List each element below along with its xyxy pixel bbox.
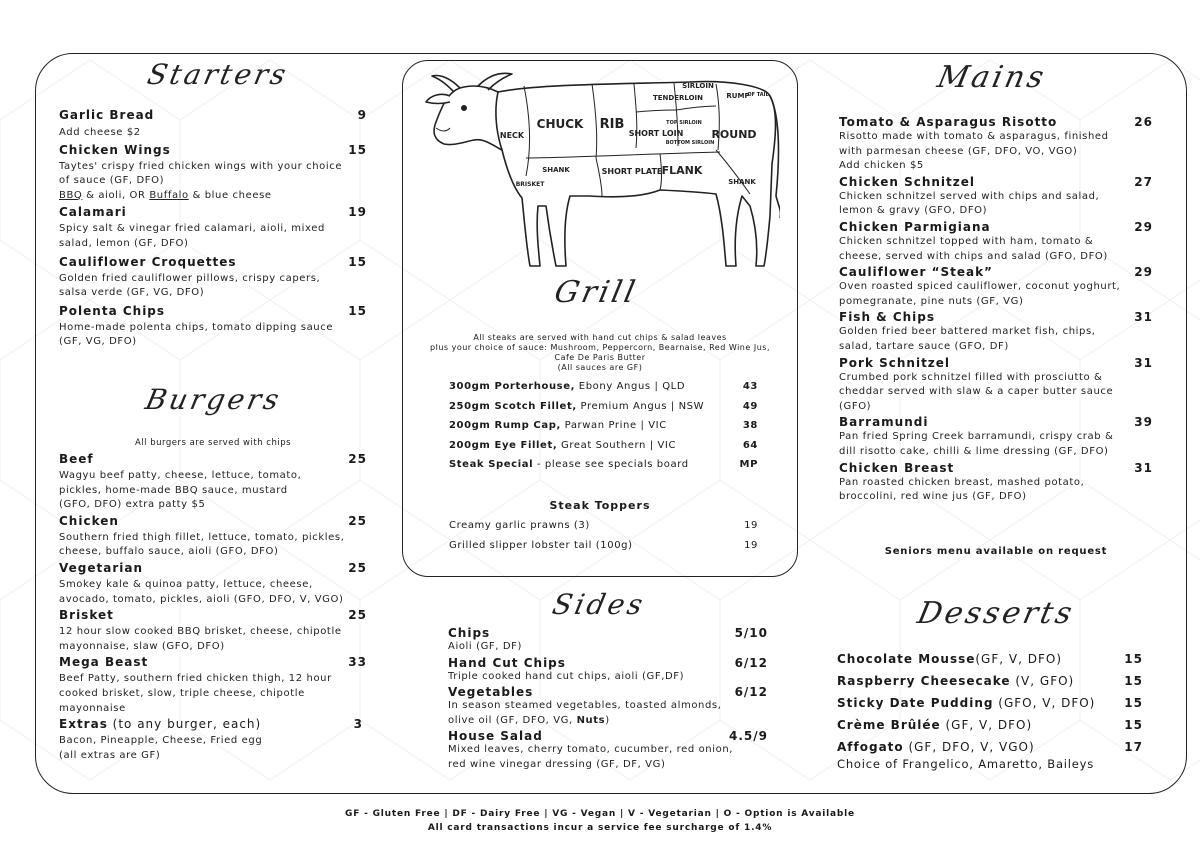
menu-item [839, 415, 1153, 459]
item-desc: Aioli (GF, DF) [448, 641, 522, 652]
item-price: 9 [357, 108, 367, 122]
item-desc: Smokey kale & quinoa patty, lettuce, cheese, avocado, tomato, pickles, aioli (GFO, DFO, V, VGO) [59, 578, 344, 605]
cut-label: SHANK [542, 166, 570, 174]
item-name: House Salad [448, 729, 543, 744]
item-desc: Pan roasted chicken breast, mashed potato, broccolini, red wine jus (GF, DFO) [839, 476, 1085, 503]
item-name: Chicken Schnitzel [839, 174, 976, 189]
menu-item [59, 205, 367, 251]
surcharge-note: All card transactions incur a service fee surcharge of 1.4% [427, 823, 773, 833]
item-price: 31 [1134, 460, 1153, 475]
menu-item [839, 175, 1153, 219]
item-name: Tomato & Asparagus Risotto [839, 115, 1058, 129]
item-price: 25 [348, 452, 367, 466]
item-name: Chicken Wings [59, 142, 171, 157]
item-desc: Beef Patty, southern fried chicken thigh, 12 hour cooked brisket, slow, triple cheese, chipotle mayonnaise [59, 673, 332, 714]
dessert-item: Raspberry Cheesecake (V, GFO) 15 [837, 674, 1143, 688]
item-name: Cauliflower “Steak” [839, 265, 993, 280]
item-price: 3 [353, 717, 363, 732]
item-name: Fish & Chips [839, 310, 936, 325]
cut-label: TOP SIRLOIN [666, 120, 702, 126]
burgers-section [59, 452, 367, 763]
menu-item [59, 561, 367, 607]
item-name: Vegetarian [59, 560, 144, 575]
burgers-heading: Burgers [142, 383, 285, 416]
burgers-note: All burgers are served with chips [134, 438, 292, 448]
cut-label: ROUND [711, 128, 757, 141]
grill-list [449, 381, 758, 479]
item-name: Chicken Parmigiana [839, 219, 991, 234]
menu-item [448, 656, 768, 685]
starters-section [59, 108, 367, 350]
item-price: 25 [348, 608, 367, 623]
menu-item [59, 108, 367, 141]
dessert-item: Affogato (GF, DFO, V, VGO) 17 [837, 740, 1143, 754]
grill-item: Steak Special - please see specials board MP [449, 459, 758, 470]
seniors-note: Seniors menu available on request [884, 546, 1108, 557]
item-desc: Wagyu beef patty, cheese, lettuce, tomato, pickles, home-made BBQ sauce, mustard (GFO, DFO) extra patty $5 [59, 470, 302, 511]
menu-item [839, 220, 1153, 264]
desserts-heading: Desserts [914, 596, 1078, 631]
dessert-item: Crème Brûlée (GF, V, DFO) 15 [837, 718, 1143, 732]
item-desc: Southern fried thigh fillet, lettuce, tomato, pickles, cheese, buffalo sauce, aioli (GFO, DFO) [59, 531, 345, 558]
cut-label: SIRLOIN [682, 82, 714, 90]
cut-label: RUMP [726, 92, 750, 100]
item-price: 33 [348, 655, 367, 670]
item-desc: In season steamed vegetables, toasted almonds, olive oil (GF, DFO, VG, Nuts) [448, 700, 722, 726]
menu-item-extras [59, 717, 367, 763]
menu-item [59, 143, 367, 204]
item-price: 6/12 [734, 655, 768, 670]
item-name: Garlic Bread [59, 108, 155, 122]
cut-label: BRISKET [515, 181, 545, 188]
item-price: 4.5/9 [729, 729, 768, 744]
item-desc: Triple cooked hand cut chips, aioli (GF,DF) [448, 670, 685, 682]
cut-label: TENDERLOIN [652, 94, 704, 102]
dietary-legend: GF - Gluten Free | DF - Dairy Free | VG - Vegan | V - Vegetarian | O - Option is Available [345, 809, 855, 819]
cut-label: SHORT PLATE [601, 167, 663, 176]
grill-item: 200gm Rump Cap, Parwan Prine | VIC 38 [449, 420, 758, 431]
item-price: 6/12 [734, 685, 768, 700]
cow-cuts-illustration [420, 66, 780, 281]
grill-heading: Grill [551, 275, 641, 310]
item-price: 25 [348, 513, 367, 528]
menu-item [448, 685, 768, 728]
item-price: 31 [1134, 310, 1153, 325]
sides-section [448, 626, 768, 773]
item-price: 31 [1134, 355, 1153, 370]
item-desc: Pan fried Spring Creek barramundi, crispy crab & dill risotto cake, chilli & lime dressing (GF, DFO) [839, 431, 1114, 457]
topper-item: Creamy garlic prawns (3) 19 [449, 520, 758, 531]
dessert-item: Sticky Date Pudding (GFO, V, DFO) 15 [837, 696, 1143, 710]
menu-item [59, 514, 367, 560]
item-desc: 12 hour slow cooked BBQ brisket, cheese, chipotle mayonnaise, slaw (GFO, DFO) [59, 626, 342, 652]
grill-note: All steaks are served with hand cut chips & salad leaves plus your choice of sauce: Mushroom, Peppercorn, Bearnaise, Red Wine Jus, Cafe De Paris Butter (All sauces are GF) [430, 333, 770, 372]
grill-item: 200gm Eye Fillet, Great Southern | VIC 64 [449, 439, 758, 451]
item-price: 15 [348, 254, 367, 269]
item-desc: Home-made polenta chips, tomato dipping sauce (GF, VG, DFO) [59, 321, 334, 348]
item-name: Brisket [59, 608, 114, 623]
item-price: 26 [1134, 115, 1153, 129]
item-name: Hand Cut Chips [448, 655, 566, 670]
menu-item [839, 115, 1153, 174]
item-name: Beef [59, 452, 94, 466]
item-name: Extras (to any burger, each) [59, 717, 262, 732]
item-price: 29 [1134, 265, 1153, 280]
item-price: 19 [348, 205, 367, 220]
item-price: 39 [1134, 415, 1153, 430]
menu-item [448, 729, 768, 772]
menu-item [839, 310, 1153, 354]
cut-label: BOTTOM SIRLOIN [665, 140, 715, 146]
cut-label: NECK [499, 131, 525, 140]
cut-label: SHORT LOIN [628, 129, 684, 138]
menu-item [59, 608, 367, 654]
grill-item: 300gm Porterhouse, Ebony Angus | QLD 43 [449, 381, 758, 392]
desserts-section [837, 652, 1143, 771]
item-desc: Bacon, Pineapple, Cheese, Fried egg (all extras are GF) [59, 735, 263, 761]
topper-item: Grilled slipper lobster tail (100g) 19 [449, 539, 758, 551]
item-name: Barramundi [839, 415, 929, 430]
menu-item [59, 452, 367, 513]
menu-item [59, 655, 367, 716]
item-price: 15 [348, 303, 367, 318]
item-desc: Add cheese $2 [59, 127, 141, 138]
item-name: Chicken [59, 513, 119, 528]
item-desc: Mixed leaves, cherry tomato, cucumber, red onion, red wine vinegar dressing (GF, DF, VG) [448, 744, 734, 770]
mains-section [839, 115, 1153, 505]
menu-item [448, 626, 768, 655]
cut-label: OF TAIL [747, 92, 769, 98]
item-price: 15 [348, 142, 367, 157]
item-name: Calamari [59, 205, 127, 220]
item-price: 25 [348, 560, 367, 575]
menu-item [839, 461, 1153, 505]
item-name: Mega Beast [59, 655, 149, 670]
item-name: Vegetables [448, 685, 534, 700]
sides-heading: Sides [549, 588, 649, 621]
affogato-choice: Choice of Frangelico, Amaretto, Baileys [837, 757, 1095, 771]
item-desc: Crumbed pork schnitzel filled with prosciutto & cheddar served with slaw & a caper butter sauce (GFO) [839, 371, 1114, 412]
item-desc: Chicken schnitzel served with chips and salad, lemon & gravy (GFO, DFO) [839, 190, 1100, 217]
item-name: Chips [448, 626, 491, 640]
item-desc: Taytes' crispy fried chicken wings with your choice of sauce (GF, DFO) BBQ & aioli, OR Buffalo & blue cheese [59, 160, 343, 201]
item-desc: Golden fried cauliflower pillows, crispy capers, salsa verde (GF, VG, DFO) [59, 272, 321, 299]
menu-item [839, 356, 1153, 415]
item-desc: Golden fried beer battered market fish, chips, salad, tartare sauce (GFO, DF) [839, 326, 1096, 352]
starters-heading: Starters [144, 58, 292, 91]
grill-item: 250gm Scotch Fillet, Premium Angus | NSW 49 [449, 400, 758, 412]
menu-item [59, 304, 367, 350]
toppers-title: Steak Toppers [549, 499, 651, 512]
item-name: Pork Schnitzel [839, 355, 951, 370]
cut-label: SHANK [728, 178, 756, 186]
item-name: Polenta Chips [59, 303, 166, 318]
cut-label: RIB [599, 117, 625, 132]
item-price: 27 [1134, 174, 1153, 189]
item-desc: Risotto made with tomato & asparagus, finished with parmesan cheese (GF, DFO, VO, VGO) Add chicken $5 [839, 131, 1109, 172]
toppers-list [449, 520, 758, 559]
item-price: 5/10 [734, 626, 768, 640]
item-name: Chicken Breast [839, 460, 955, 475]
item-desc: Oven roasted spiced cauliflower, coconut yoghurt, pomegranate, pine nuts (GF, VG) [839, 281, 1121, 307]
mains-heading: Mains [934, 60, 1050, 95]
cut-label: CHUCK [536, 117, 584, 131]
item-name: Cauliflower Croquettes [59, 254, 237, 269]
dessert-item: Chocolate Mousse(GF, V, DFO) 15 [837, 652, 1143, 666]
item-price: 29 [1134, 219, 1153, 234]
menu-item [839, 265, 1153, 309]
item-desc: Chicken schnitzel topped with ham, tomato & cheese, served with chips and salad (GFO, DFO) [839, 235, 1108, 262]
cut-label: FLANK [661, 164, 703, 177]
menu-item [59, 255, 367, 301]
item-desc: Spicy salt & vinegar fried calamari, aioli, mixed salad, lemon (GF, DFO) [59, 223, 325, 249]
